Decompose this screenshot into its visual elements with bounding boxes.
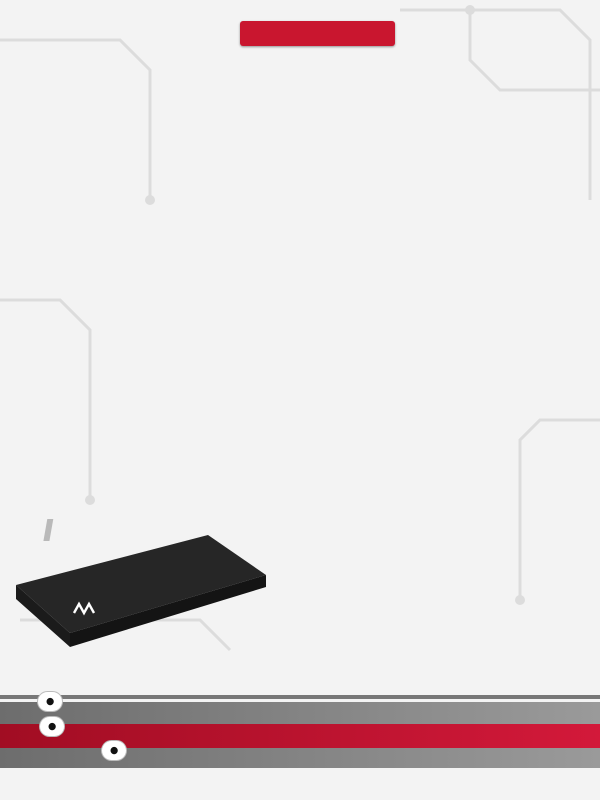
footer-stripe bbox=[0, 748, 600, 768]
footer-stripe bbox=[0, 695, 600, 699]
footer-stripe bbox=[0, 724, 600, 748]
feature-bullet: ● bbox=[38, 692, 62, 711]
footer-stripe bbox=[0, 702, 600, 724]
chip-image bbox=[8, 515, 273, 665]
feature-bullet: ● bbox=[102, 741, 126, 760]
footer-area bbox=[0, 680, 600, 800]
feature-bullet: ● bbox=[40, 717, 64, 736]
page-title bbox=[240, 21, 395, 46]
